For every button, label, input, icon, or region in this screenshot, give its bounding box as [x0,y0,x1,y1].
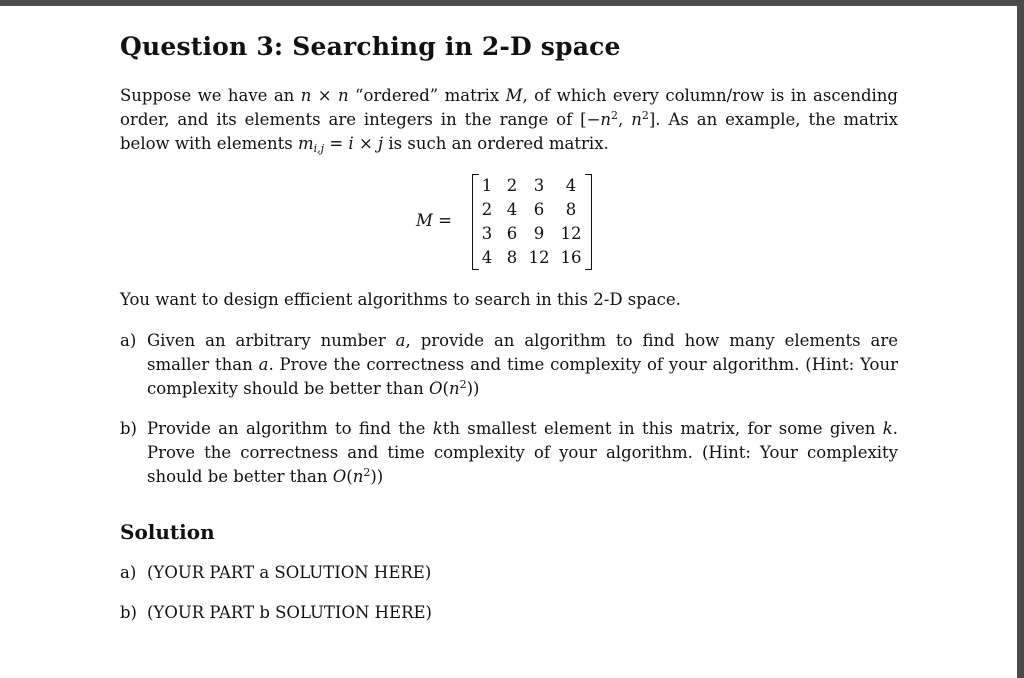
matrix-cell: 8 [506,248,518,267]
part-a-label: a) [120,331,137,350]
matrix-cell: 6 [506,224,518,243]
part-a-item [120,329,898,401]
matrix-cell: 3 [533,176,545,195]
part-b-item [120,417,898,489]
matrix-cell: 9 [533,224,545,243]
part-a-text: Given an arbitrary number a, provide an algorithm to find how many elements are smaller than a. Prove the correctness and time complexity of your algorithm. (Hint: Your complexity should be better than $O(n^2)$) [147,331,898,398]
matrix-body [472,174,592,270]
solution-a-text: (YOUR PART a SOLUTION HERE) [147,563,432,582]
document-page [120,30,900,622]
window-frame-top [0,0,1024,6]
matrix-cell: 12 [528,248,550,267]
solution-b-item [120,601,898,625]
matrix-cell: 1 [481,176,493,195]
matrix-cell: 3 [481,224,493,243]
solution-a-item [120,561,898,585]
solution-b-text: (YOUR PART b SOLUTION HERE) [147,603,432,622]
part-b-text: Provide an algorithm to find the kth smallest element in this matrix, for some given k. Prove the correctness and time complexity of your algorithm. (Hint: Your complexity should be better than $O(n^2)$) [147,419,898,486]
matrix-cell: 12 [560,224,582,243]
solution-b-label: b) [120,603,137,622]
solution-a-label: a) [120,563,137,582]
matrix-cell: 16 [560,248,582,267]
matrix-cell: 6 [533,200,545,219]
matrix-cell: 2 [506,176,518,195]
matrix-cell: 8 [565,200,577,219]
matrix-cell: 4 [565,176,577,195]
solution-title: Solution [120,520,215,544]
question-title: Question 3: Searching in 2-D space [120,32,621,61]
matrix-cell: 4 [481,248,493,267]
question-intro: Suppose we have an n × n “ordered” matrix M, of which every column/row is in ascending order, and its elements are integers in the range of [$-n^2$, $n^2$]. As an example, the matrix below with elements $m_{i,j} = i \times j$ is such an ordered matrix. [120,86,898,155]
matrix-label: M = [416,211,452,230]
window-frame-right [1017,0,1024,678]
part-b-label: b) [120,419,137,438]
question-goal: You want to design efficient algorithms to search in this 2-D space. [120,290,681,309]
matrix-cell: 4 [506,200,518,219]
matrix-cell: 2 [481,200,493,219]
matrix-right-bracket [585,174,592,270]
